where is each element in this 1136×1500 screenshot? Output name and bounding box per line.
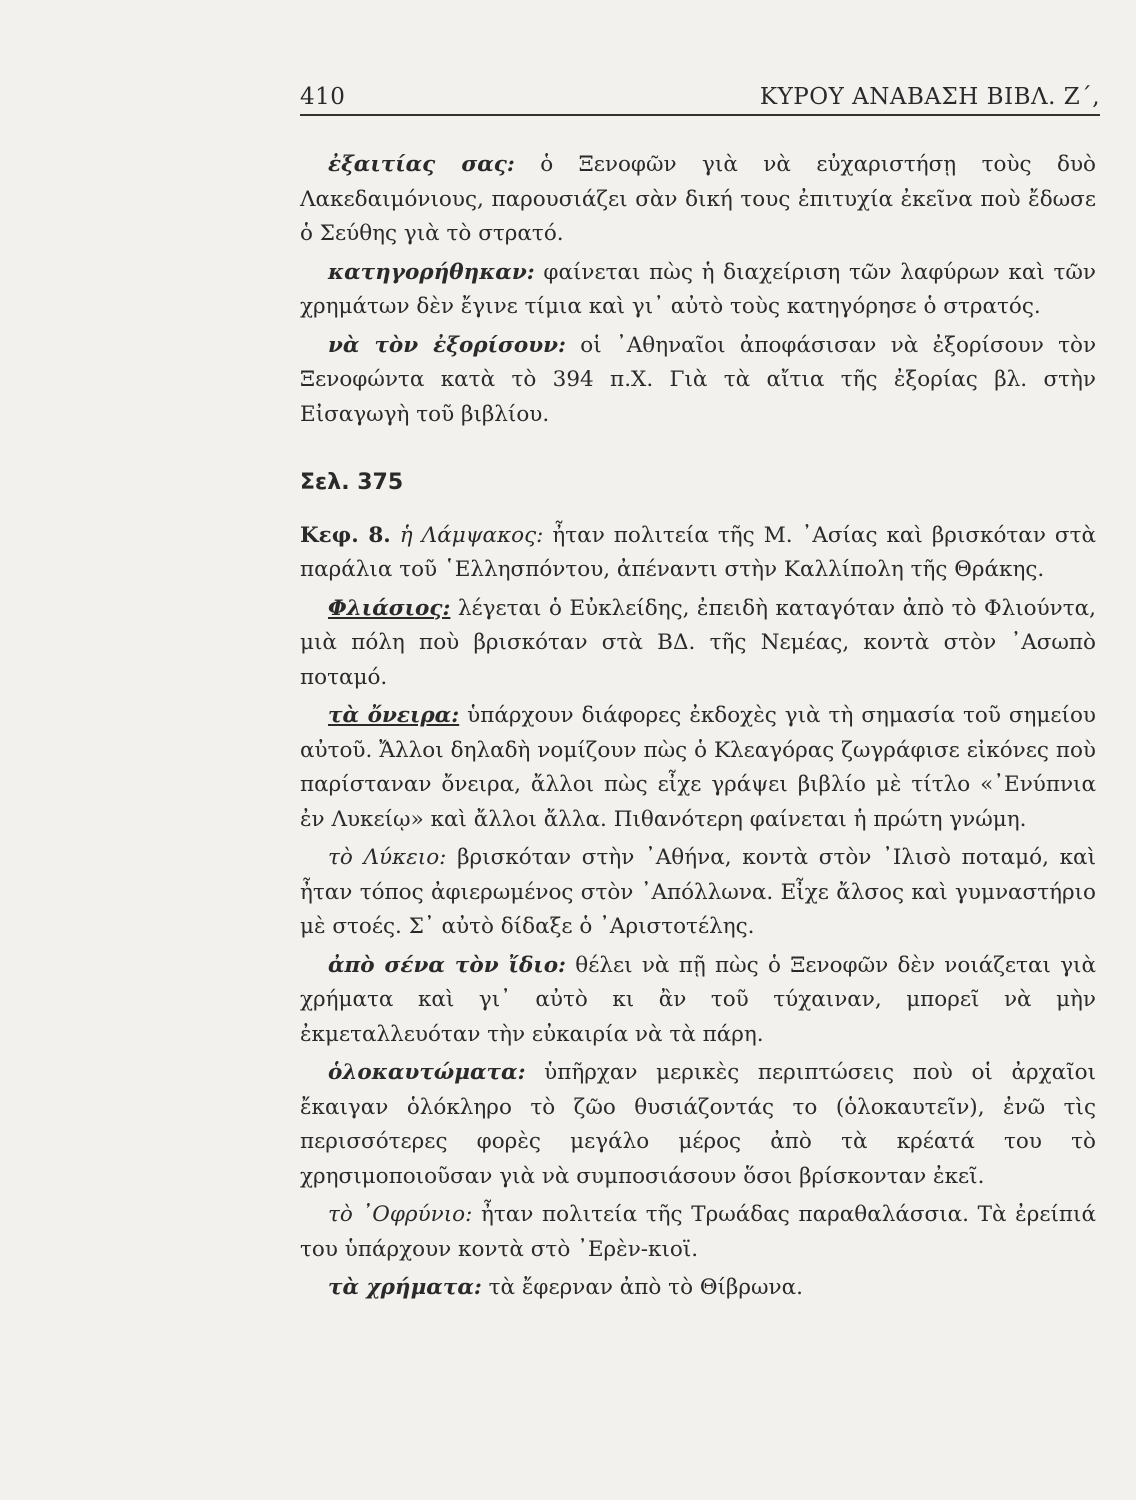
note-entry	[300, 1271, 1096, 1306]
note-term: τὰ χρήματα:	[328, 1275, 482, 1300]
note-text: ὑπῆρχαν μερικὲς περιπτώσεις ποὺ οἱ ἀρχαῖοι ἔκαιγαν ὁλόκληρο τὸ ζῶο θυσιάζοντάς το (ὁλοκαυτεῖν), ἐνῶ τὶς περισσότερες φορὲς μεγάλο μέρος ἀπὸ τὰ κρέατά του τὸ χρησιμοποιοῦσαν γιὰ νὰ συμποσιάσουν ὅσοι βρίσκονταν ἐκεῖ.	[300, 1060, 1096, 1189]
note-entry	[300, 841, 1096, 945]
note-term: τὰ ὄνειρα:	[328, 703, 460, 728]
note-text: ὁ Ξενοφῶν γιὰ νὰ εὐχαριστήσῃ τοὺς δυὸ Λακεδαιμόνιους, παρουσιάζει σὰν δική τους ἐπιτυχία ἐκεῖνα ποὺ ἔδωσε ὁ Σεύθης γιὰ τὸ στρατό.	[300, 152, 1096, 246]
note-entry	[300, 592, 1096, 696]
chapter-entry	[300, 519, 1096, 588]
note-term: ὁλοκαυτώματα:	[328, 1060, 526, 1085]
note-text: ἦταν πολιτεία τῆς Μ. ᾿Ασίας καὶ βρισκόταν στὰ παράλια τοῦ ῾Ελλησπόντου, ἀπέναντι στὴν Καλλίπολη τῆς Θράκης.	[300, 522, 1096, 582]
note-entry	[300, 949, 1096, 1053]
note-term: ἀπὸ σένα τὸν ἴδιο:	[328, 952, 566, 978]
note-text: βρισκόταν στὴν ᾿Αθήνα, κοντὰ στὸν ᾿Ιλισὸ ποταμό, καὶ ἦταν τόπος ἀφιερωμένος στὸν ᾿Απόλλωνα. Εἶχε ἄλσος καὶ γυμναστήριο μὲ στοές. Σ᾿ αὐτὸ δίδαξε ὁ ᾿Αριστοτέλης.	[300, 845, 1096, 939]
note-entry	[300, 699, 1096, 837]
note-text: τὰ ἔφερναν ἀπὸ τὸ Θίβρωνα.	[481, 1275, 803, 1300]
note-entry	[300, 329, 1096, 433]
note-term: κατηγορήθηκαν:	[328, 259, 535, 285]
note-entry	[300, 1056, 1096, 1194]
note-entry	[300, 256, 1096, 325]
note-text: ἦταν πολιτεία τῆς Τρωάδας παραθαλάσσια. Τὰ ἐρείπιά του ὑπάρχουν κοντὰ στὸ ᾿Ερὲν-κιοϊ.	[300, 1202, 1096, 1262]
chapter-label: Κεφ. 8.	[300, 522, 391, 548]
note-term: τὸ ᾿Οφρύνιο:	[328, 1202, 473, 1227]
note-entry	[300, 148, 1096, 252]
note-term: ἡ Λάμψακος:	[399, 522, 544, 548]
note-text: λέγεται ὁ Εὐκλείδης, ἐπειδὴ καταγόταν ἀπὸ τὸ Φλιούντα, μιὰ πόλη ποὺ βρισκόταν στὰ ΒΔ. τῆς Νεμέας, κοντὰ στὸν ᾿Ασωπὸ ποταμό.	[300, 595, 1096, 690]
commentary-body	[300, 148, 1096, 1310]
note-term: τὸ Λύκειο:	[328, 845, 447, 870]
note-text: θέλει νὰ πῇ πὼς ὁ Ξενοφῶν δὲν νοιάζεται γιὰ χρήματα καὶ γι᾿ αὐτὸ κι ἂν τοῦ τύχαιναν, μπορεῖ νὰ μὴν ἐκμεταλλευόταν τὴν εὐκαιρία νὰ τὰ πάρη.	[300, 952, 1096, 1047]
note-text: φαίνεται πὼς ἡ διαχείριση τῶν λαφύρων καὶ τῶν χρημάτων δὲν ἔγινε τίμια καὶ γι᾿ αὐτὸ τοὺς κατηγόρησε ὁ στρατός.	[300, 259, 1096, 319]
page-number: 410	[300, 84, 346, 110]
note-term: ἐξαιτίας σας:	[328, 152, 515, 177]
section-heading: Σελ. 375	[300, 470, 404, 495]
note-entry	[300, 1198, 1096, 1267]
header-rule	[300, 114, 1100, 116]
note-text: οἱ ᾿Αθηναῖοι ἀποφάσισαν νὰ ἐξορίσουν τὸν Ξενοφώντα κατὰ τὸ 394 π.Χ. Γιὰ τὰ αἴτια τῆς ἐξορίας βλ. στὴν Εἰσαγωγὴ τοῦ βιβλίου.	[300, 332, 1097, 427]
running-title: ΚΥΡΟΥ ΑΝΑΒΑΣΗ ΒΙΒΛ. Ζ΄,	[759, 84, 1100, 110]
note-text: ὑπάρχουν διάφορες ἐκδοχὲς γιὰ τὴ σημασία τοῦ σημείου αὐτοῦ. Ἄλλοι δηλαδὴ νομίζουν πὼς ὁ Κλεαγόρας ζωγράφισε εἰκόνες ποὺ παρίσταναν ὄνειρα, ἄλλοι πὼς εἶχε γράψει βιβλίο μὲ τίτλο «᾿Ενύπνια ἐν Λυκείῳ» καὶ ἄλλοι ἄλλα. Πιθανότερη φαίνεται ἡ πρώτη γνώμη.	[300, 703, 1096, 832]
note-term: Φλιάσιος:	[328, 595, 451, 621]
page-header	[300, 70, 1100, 110]
note-term: νὰ τὸν ἐξορίσουν:	[328, 332, 566, 358]
